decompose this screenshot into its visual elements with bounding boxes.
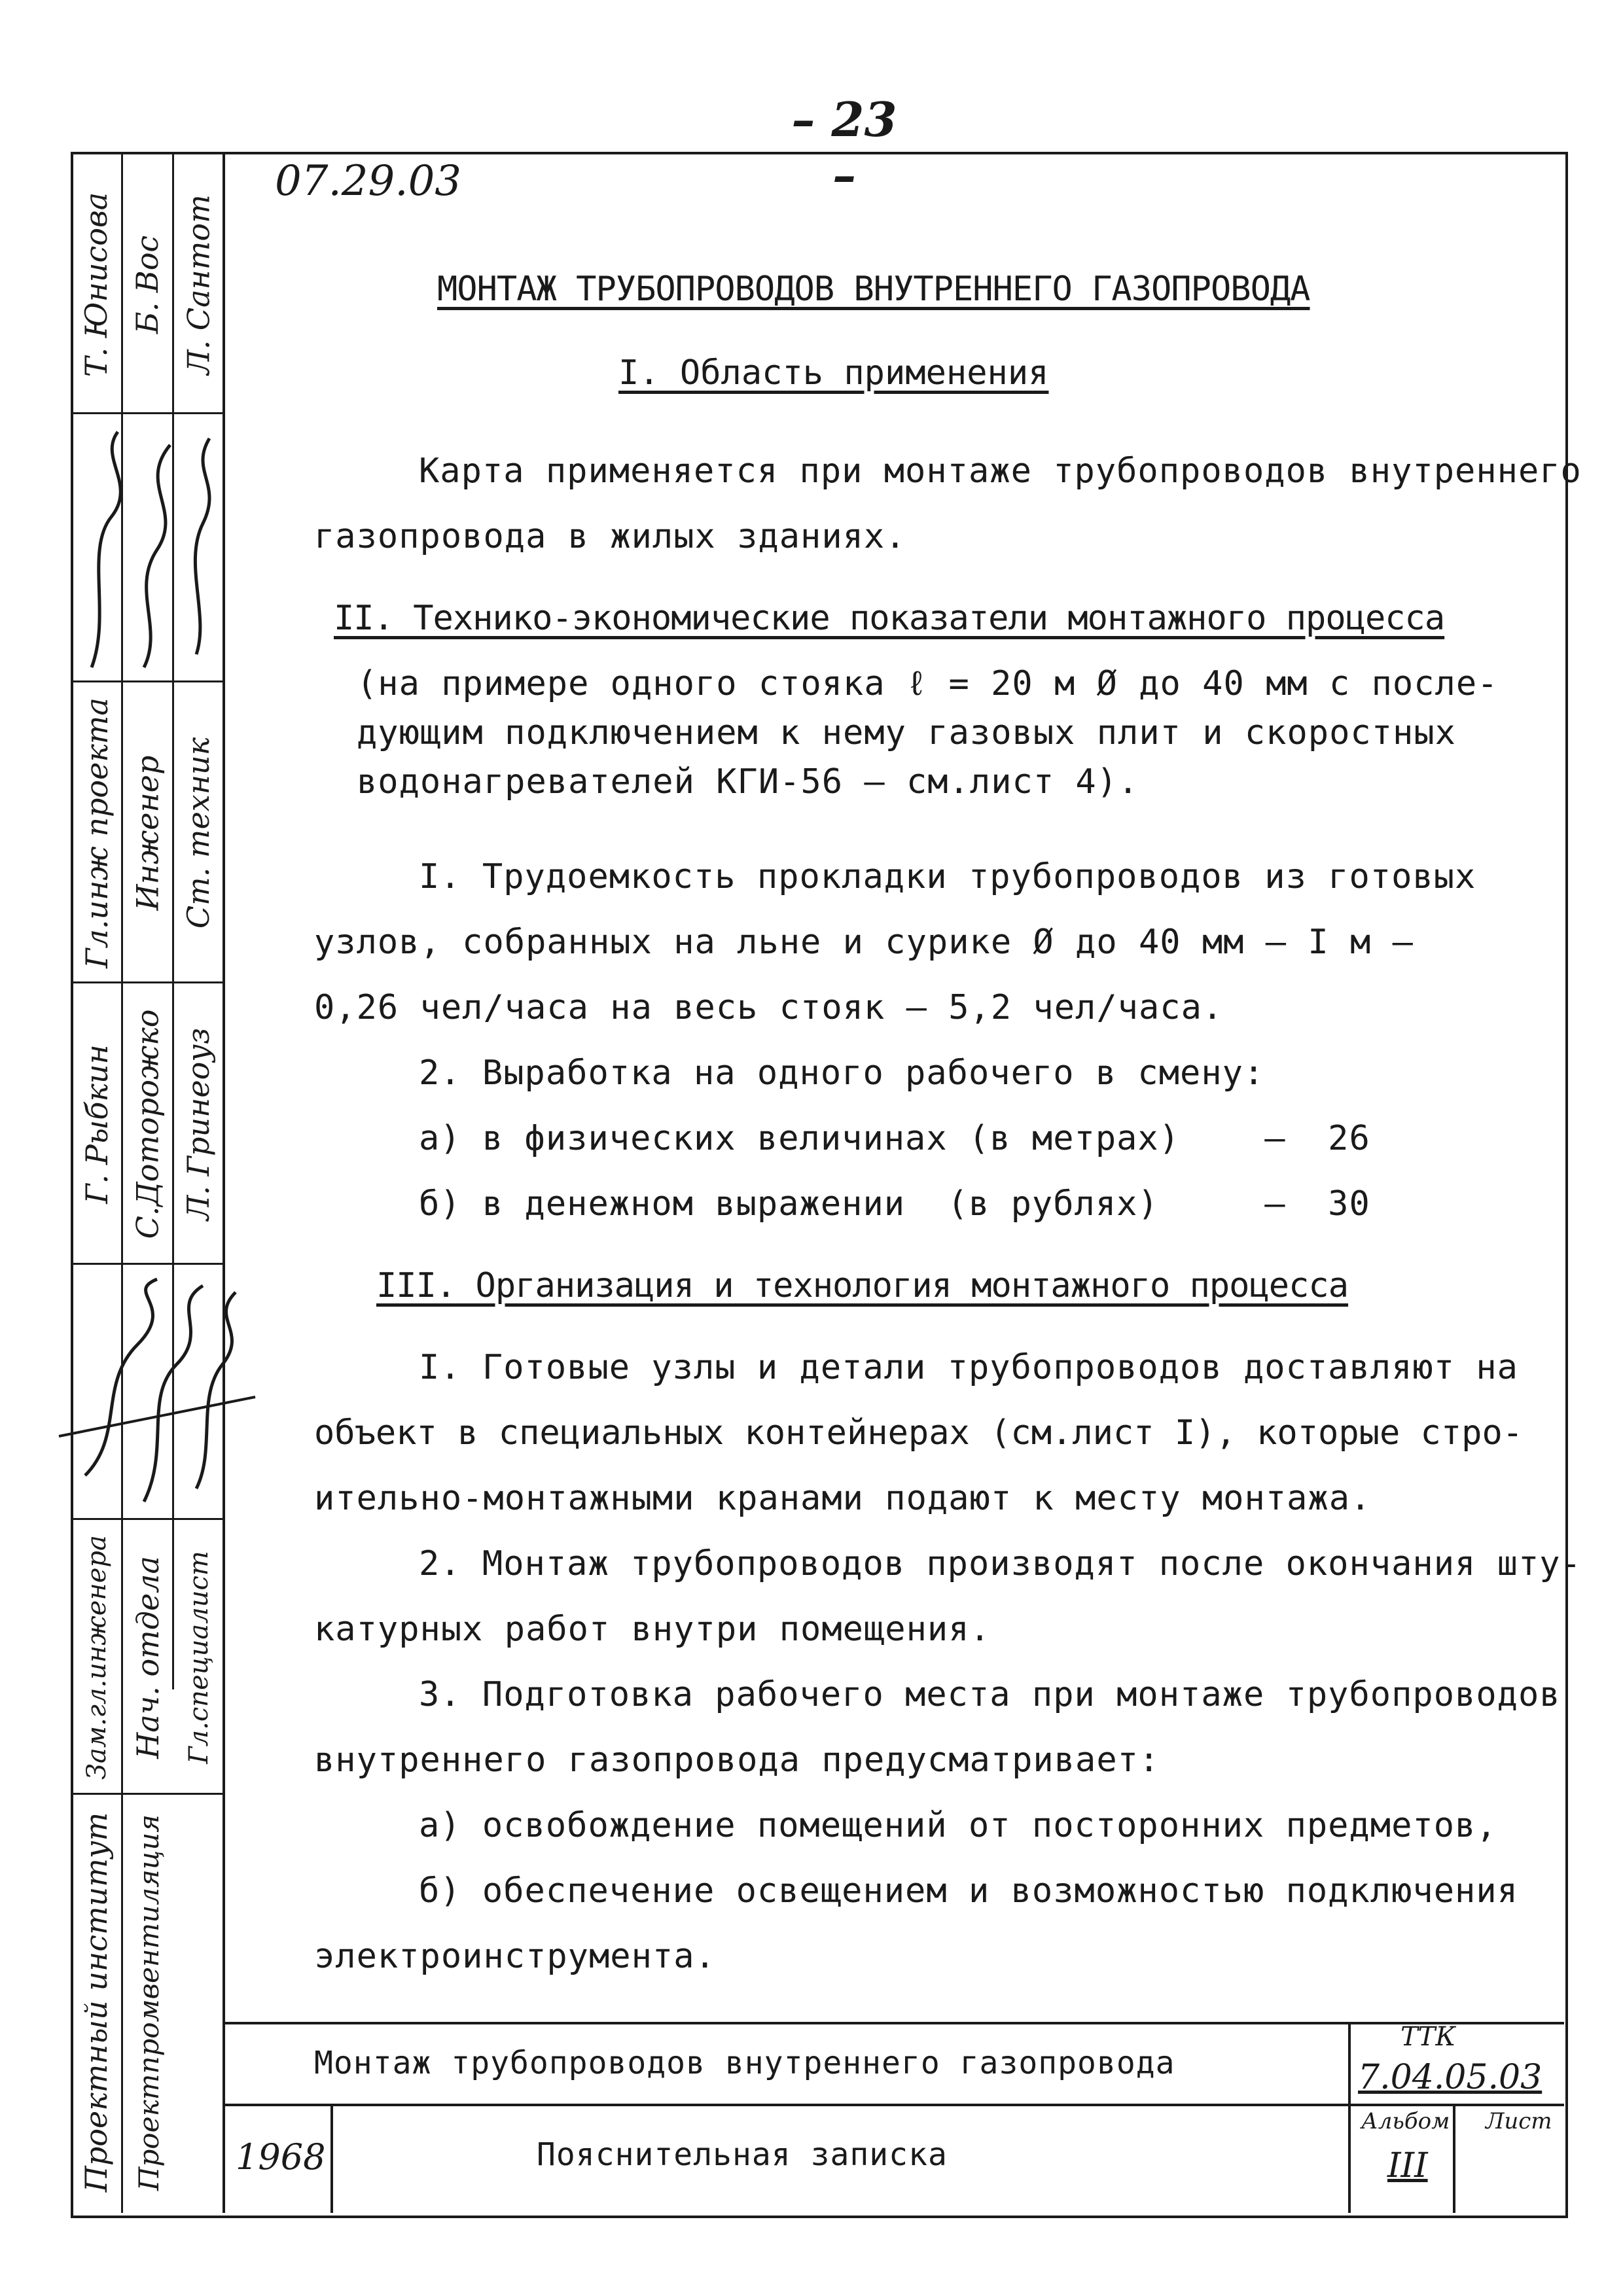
document-title: МОНТАЖ ТРУБОПРОВОДОВ ВНУТРЕННЕГО ГАЗОПРОВОДА — [437, 270, 1310, 309]
stamp-row-3 — [71, 981, 224, 983]
stamp-title-3: Ст. техник — [181, 737, 217, 928]
section3-item3a: а) освобождение помещений от посторонних предметов, — [419, 1806, 1497, 1845]
section3-item3b-line-2: электроинструмента. — [314, 1937, 716, 1976]
section2-note-line-1: (на примере одного стояка ℓ = 20 м Ø до 40 мм с после- — [357, 664, 1499, 703]
stamp-row-1 — [71, 412, 224, 414]
section2-heading: II. Технико-экономические показатели монтажного процесса — [334, 599, 1445, 638]
section1-line-1: Карта применяется при монтаже трубопроводов внутреннего — [419, 451, 1582, 491]
stamp-position-3: Гл.специалист — [183, 1550, 214, 1764]
section3-item1-line-2: объект в специальных контейнерах (см.лист I), которые стро- — [314, 1413, 1524, 1453]
section3-item3-line-2: внутреннего газопровода предусматривает: — [314, 1740, 1160, 1780]
stamp-person-1: Г. Рыбкин — [79, 1044, 115, 1204]
signature-block-2 — [72, 419, 223, 680]
section3-item3b-line-1: б) обеспечение освещением и возможностью подключения — [419, 1871, 1518, 1911]
ttk-label: ТТК — [1400, 2022, 1456, 2052]
footer-year: 1968 — [236, 2136, 326, 2178]
section1-line-2: газопровода в жилых зданиях. — [314, 517, 906, 556]
section3-heading: III. Организация и технология монтажного процесса — [376, 1266, 1349, 1305]
stamp-title-1: Гл.инж проекта — [79, 697, 115, 968]
stamp-institute-1: Проектный институт — [79, 1812, 115, 2193]
stamp-row-6 — [71, 1793, 224, 1795]
section3-item1-line-3: ительно-монтажными кранами подают к месту монтажа. — [314, 1479, 1372, 1518]
stamp-name-1: Б. Вос — [130, 235, 166, 334]
section3-item2-line-2: катурных работ внутри помещения. — [314, 1610, 991, 1649]
section2-item1-line-1: I. Трудоемкость прокладки трубопроводов из готовых — [419, 857, 1476, 896]
section3-item2-line-1: 2. Монтаж трубопроводов производят после окончания шту- — [419, 1544, 1582, 1583]
page-number: – 23 – — [791, 92, 897, 203]
album-label: Альбом — [1361, 2108, 1450, 2134]
title-block-top-line — [224, 2022, 1564, 2024]
footer-subtitle: Пояснительная записка — [537, 2136, 948, 2173]
stamp-position-1: Зам.гл.инженера — [81, 1534, 112, 1780]
section2-item2a: а) в физических величинах (в метрах) – 26 — [419, 1119, 1370, 1158]
section2-item2b: б) в денежном выражении (в рублях) – 30 — [419, 1184, 1370, 1224]
title-block-middle-line — [224, 2104, 1564, 2106]
stamp-title-2: Инженер — [130, 755, 166, 910]
stamp-name-2: Л. Сантот — [181, 194, 217, 375]
stamp-person-3: Л. Гринеоуз — [181, 1027, 217, 1220]
doc-code: 07.29.03 — [275, 157, 461, 205]
stamp-institute-2: Проектпромвентиляция — [133, 1814, 166, 2191]
ttk-code: 7.04.05.03 — [1358, 2058, 1543, 2097]
stamp-row-5 — [71, 1518, 224, 1520]
section2-item1-line-3: 0,26 чел/часа на весь стояк – 5,2 чел/часа. — [314, 988, 1224, 1027]
section1-heading: I. Область применения — [618, 353, 1049, 393]
title-block-right-divider — [1348, 2022, 1351, 2213]
section2-item1-line-2: узлов, собранных на льне и сурике Ø до 40 мм – I м – — [314, 923, 1414, 962]
section2-note-line-3: водонагревателей КГИ-56 – см.лист 4). — [357, 762, 1139, 802]
section2-item2: 2. Выработка на одного рабочего в смену: — [419, 1053, 1265, 1093]
section3-item3-line-1: 3. Подготовка рабочего места при монтаже трубопроводов — [419, 1675, 1561, 1714]
section3-item1-line-1: I. Готовые узлы и детали трубопроводов доставляют на — [419, 1348, 1518, 1387]
stamp-position-2: Нач. отдела — [130, 1555, 166, 1759]
stamp-row-4 — [71, 1263, 224, 1265]
footer-title: Монтаж трубопроводов внутреннего газопровода — [314, 2045, 1175, 2081]
stamp-row-2 — [71, 680, 224, 682]
title-block-album-divider — [1453, 2104, 1455, 2213]
stamp-name-3: Т. Юнисова — [79, 192, 115, 378]
sheet-label: Лист — [1486, 2108, 1552, 2134]
album-value: III — [1387, 2146, 1428, 2185]
section2-note-line-2: дующим подключением к нему газовых плит и скоростных — [357, 713, 1456, 752]
stamp-person-2: С.Доторожко — [130, 1009, 166, 1239]
signature-block-5 — [46, 1266, 262, 1518]
title-block-year-divider — [330, 2104, 333, 2213]
